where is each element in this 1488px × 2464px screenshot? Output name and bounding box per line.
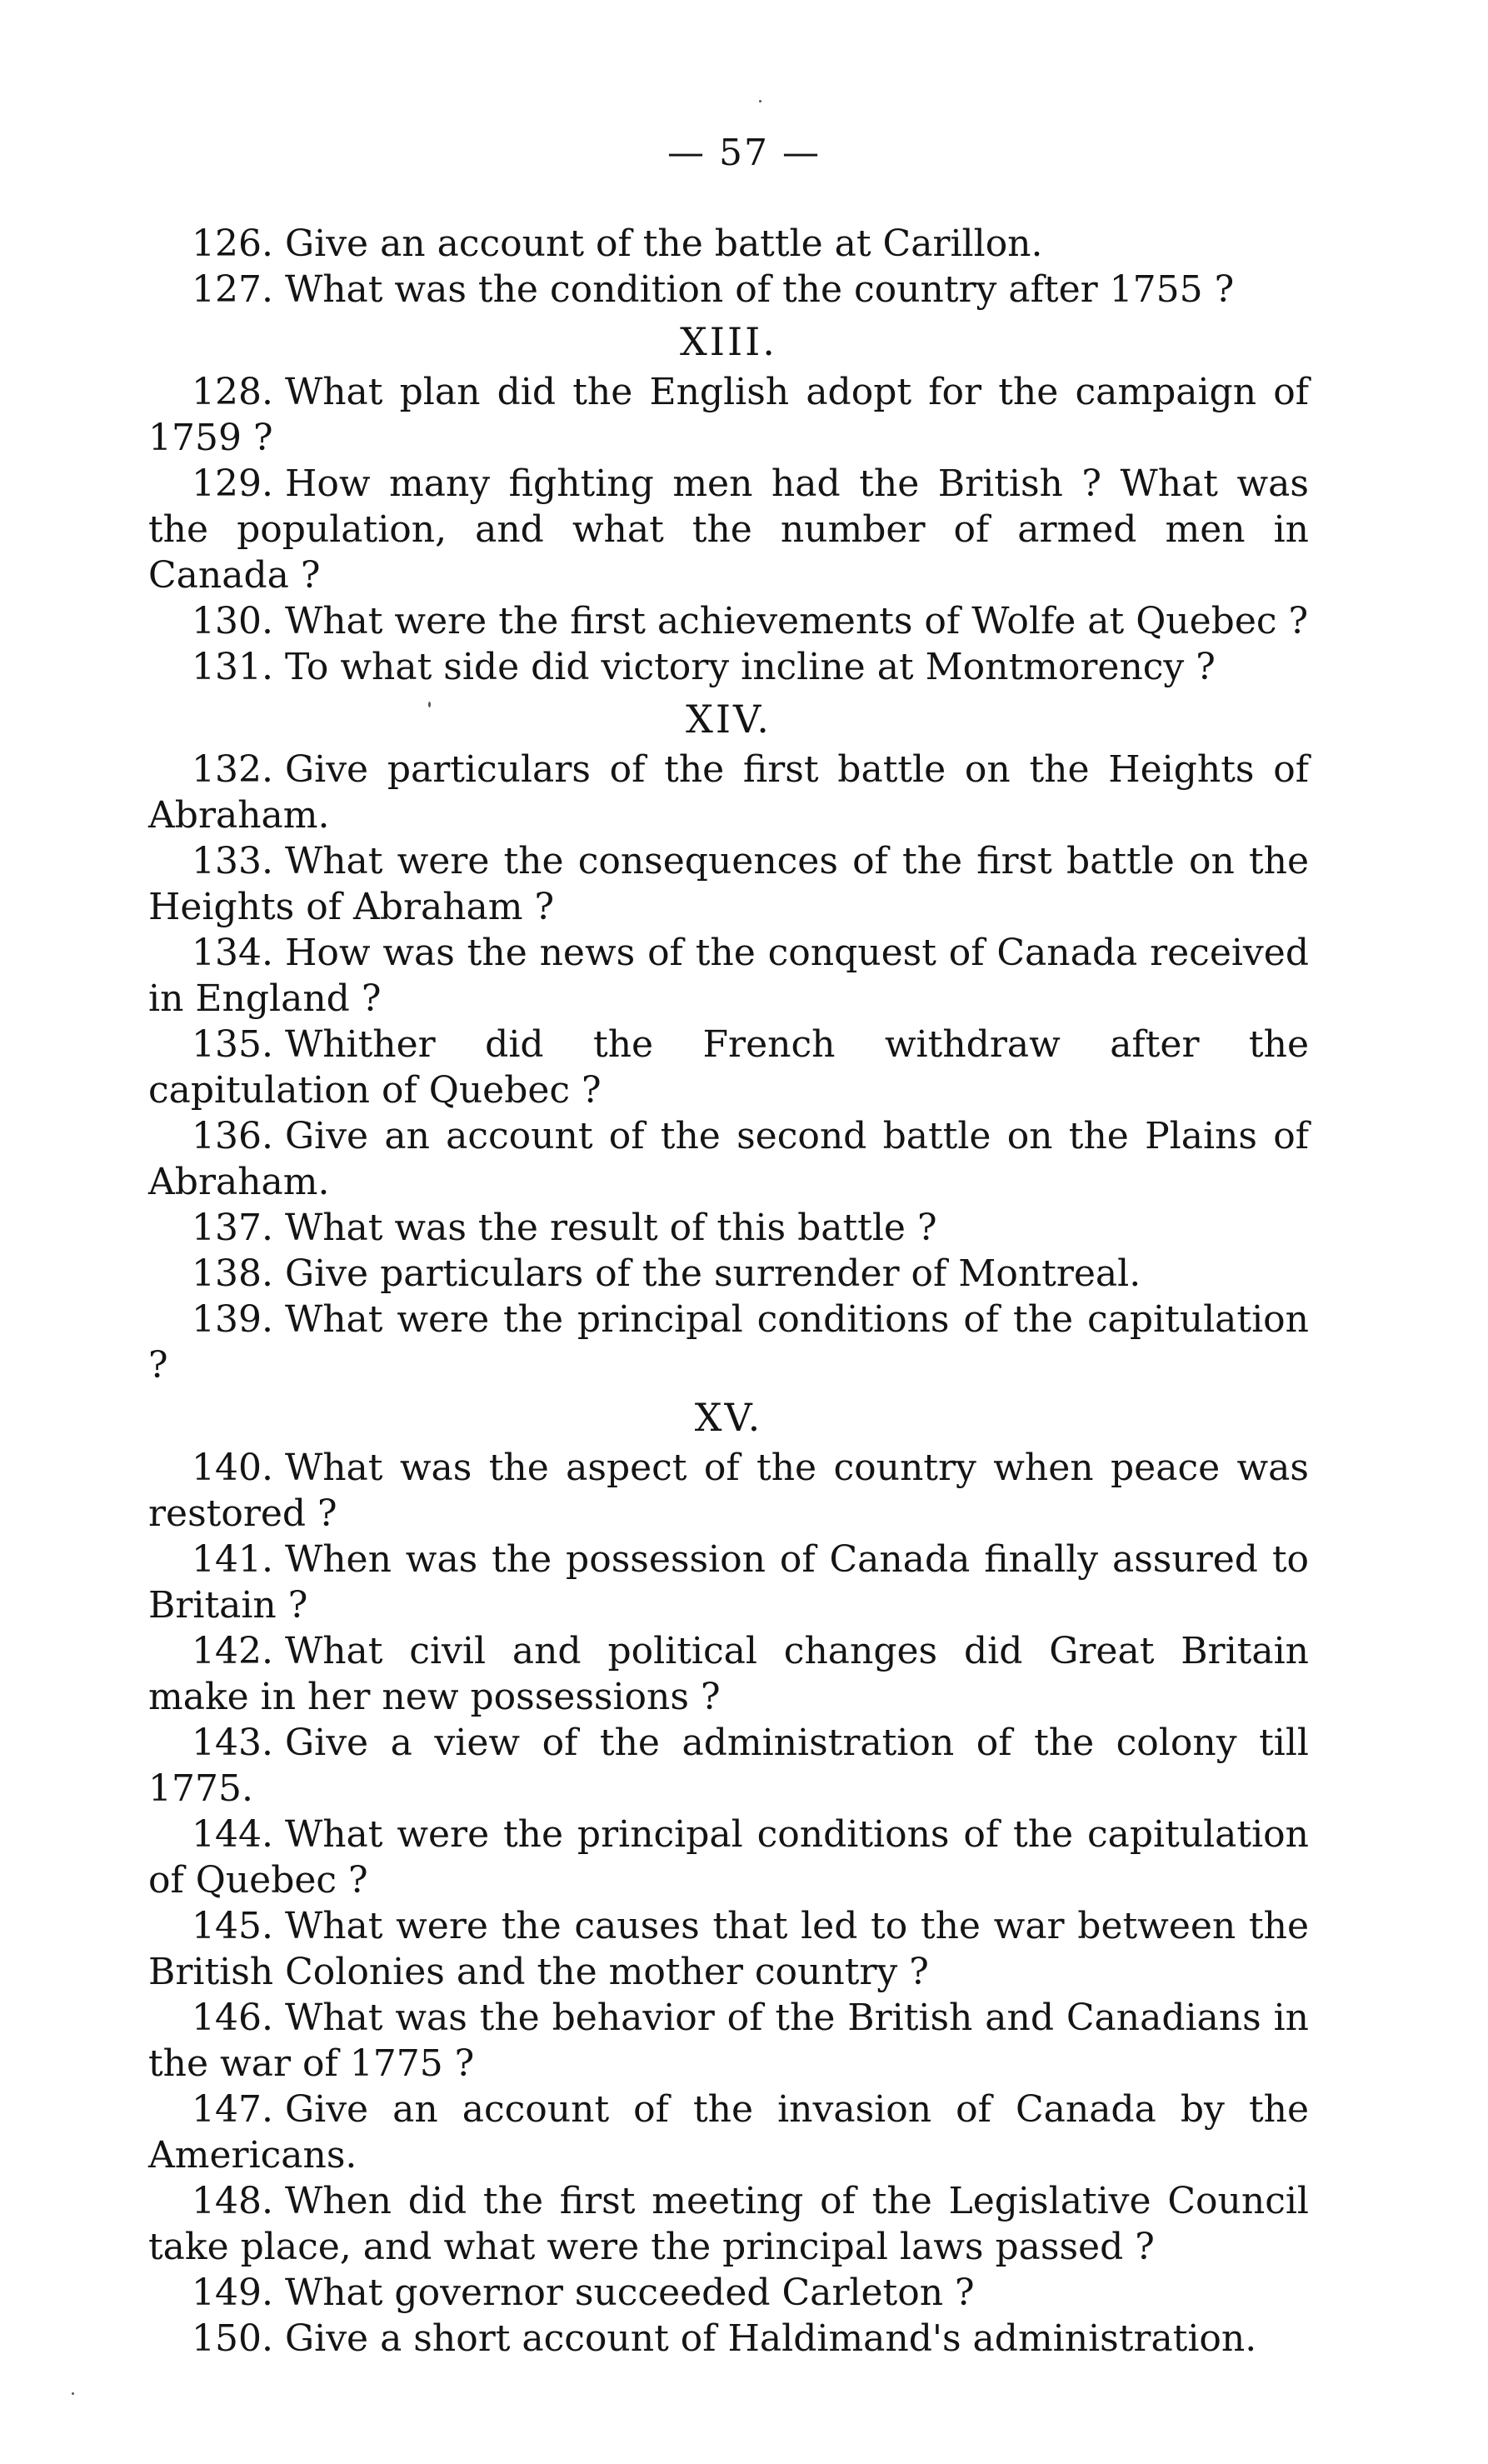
question-text: Give particulars of the first battle on the Heights of Abraham.: [148, 748, 1309, 837]
question-item: [148, 838, 1309, 930]
question-text: How was the news of the conquest of Canada received in England ?: [148, 932, 1309, 1020]
question-number: 131.: [192, 646, 273, 688]
question-text: Give a view of the administration of the colony till 1775.: [148, 1722, 1309, 1810]
question-number: 133.: [192, 840, 273, 882]
question-text: Give an account of the battle at Carillon.: [284, 222, 1043, 265]
question-item: [148, 598, 1309, 644]
question-number: 127.: [192, 268, 273, 311]
question-item: [148, 2270, 1309, 2316]
question-number: 129.: [192, 462, 273, 505]
question-item: [148, 1022, 1309, 1113]
question-text: What was the condition of the country after 1755 ?: [284, 268, 1235, 311]
question-text: What was the aspect of the country when peace was restored ?: [148, 1447, 1309, 1535]
question-number: 126.: [192, 222, 273, 265]
question-text: What were the principal conditions of the capitulation of Quebec ?: [148, 1813, 1309, 1902]
question-number: 147.: [192, 2088, 273, 2131]
question-text: When did the first meeting of the Legislative Council take place, and what were the principal laws passed ?: [148, 2180, 1309, 2268]
question-number: 134.: [192, 932, 273, 974]
question-text: What was the result of this battle ?: [284, 1207, 937, 1249]
question-item: [148, 267, 1309, 312]
question-text: What was the behavior of the British and Canadians in the war of 1775 ?: [148, 1997, 1309, 2085]
question-number: 128.: [192, 371, 273, 413]
question-item: [148, 644, 1309, 690]
question-item: [148, 2178, 1309, 2270]
print-speck: [759, 100, 761, 102]
page-number: — 57 —: [667, 132, 821, 174]
question-text: Give an account of the invasion of Canada by the Americans.: [148, 2088, 1309, 2177]
question-text: Give a short account of Haldimand's administration.: [284, 2317, 1257, 2360]
question-number: 143.: [192, 1722, 273, 1764]
question-item: [148, 1995, 1309, 2087]
question-text: When was the possession of Canada finally assured to Britain ?: [148, 1538, 1309, 1627]
question-text: Give particulars of the surrender of Montreal.: [284, 1252, 1141, 1295]
question-item: [148, 1113, 1309, 1205]
question-number: 145.: [192, 1905, 273, 1947]
question-number: 138.: [192, 1252, 273, 1295]
section-heading: XIV.: [686, 697, 771, 742]
question-text: What civil and political changes did Great Britain make in her new possessions ?: [148, 1630, 1309, 1718]
question-number: 141.: [192, 1538, 273, 1581]
question-item: [148, 1205, 1309, 1251]
question-text: Whither did the French withdraw after the capitulation of Quebec ?: [148, 1023, 1309, 1112]
question-number: 146.: [192, 1997, 273, 2039]
question-text: What were the consequences of the first battle on the Heights of Abraham ?: [148, 840, 1309, 928]
question-text: To what side did victory incline at Montmorency ?: [284, 646, 1216, 688]
question-number: 137.: [192, 1207, 273, 1249]
question-item: [148, 1251, 1309, 1297]
question-number: 144.: [192, 1813, 273, 1856]
question-text: What were the causes that led to the war between the British Colonies and the mother country ?: [148, 1905, 1309, 1993]
question-item: [148, 461, 1309, 598]
question-text: How many fighting men had the British ? What was the population, and what the number of armed men in Canada ?: [148, 462, 1309, 597]
section-heading: XV.: [694, 1395, 763, 1440]
question-number: 135.: [192, 1023, 273, 1066]
question-text: What were the first achievements of Wolfe at Quebec ?: [284, 600, 1309, 642]
question-number: 139.: [192, 1298, 273, 1341]
question-text: Give an account of the second battle on the Plains of Abraham.: [148, 1115, 1309, 1203]
question-text: What were the principal conditions of the capitulation ?: [148, 1298, 1309, 1387]
question-number: 140.: [192, 1447, 273, 1489]
question-item: [148, 1903, 1309, 1995]
question-item: [148, 369, 1309, 461]
question-item: [148, 747, 1309, 838]
question-number: 130.: [192, 600, 273, 642]
question-item: [148, 1812, 1309, 1903]
question-item: [148, 2087, 1309, 2178]
question-number: 149.: [192, 2272, 273, 2314]
question-list: [148, 221, 1309, 2362]
question-number: 142.: [192, 1630, 273, 1672]
question-item: [148, 221, 1309, 267]
question-number: 150.: [192, 2317, 273, 2360]
print-speck: [72, 2392, 74, 2395]
question-text: What plan did the English adopt for the campaign of 1759 ?: [148, 371, 1309, 459]
question-number: 148.: [192, 2180, 273, 2222]
question-item: [148, 1445, 1309, 1537]
question-item: [148, 930, 1309, 1022]
question-text: What governor succeeded Carleton ?: [284, 2272, 975, 2314]
section-heading: XIII.: [680, 319, 777, 364]
question-item: [148, 1628, 1309, 1720]
question-item: [148, 2316, 1309, 2362]
question-number: 136.: [192, 1115, 273, 1157]
question-item: [148, 1297, 1309, 1388]
question-item: [148, 1720, 1309, 1812]
question-number: 132.: [192, 748, 273, 791]
question-item: [148, 1537, 1309, 1628]
